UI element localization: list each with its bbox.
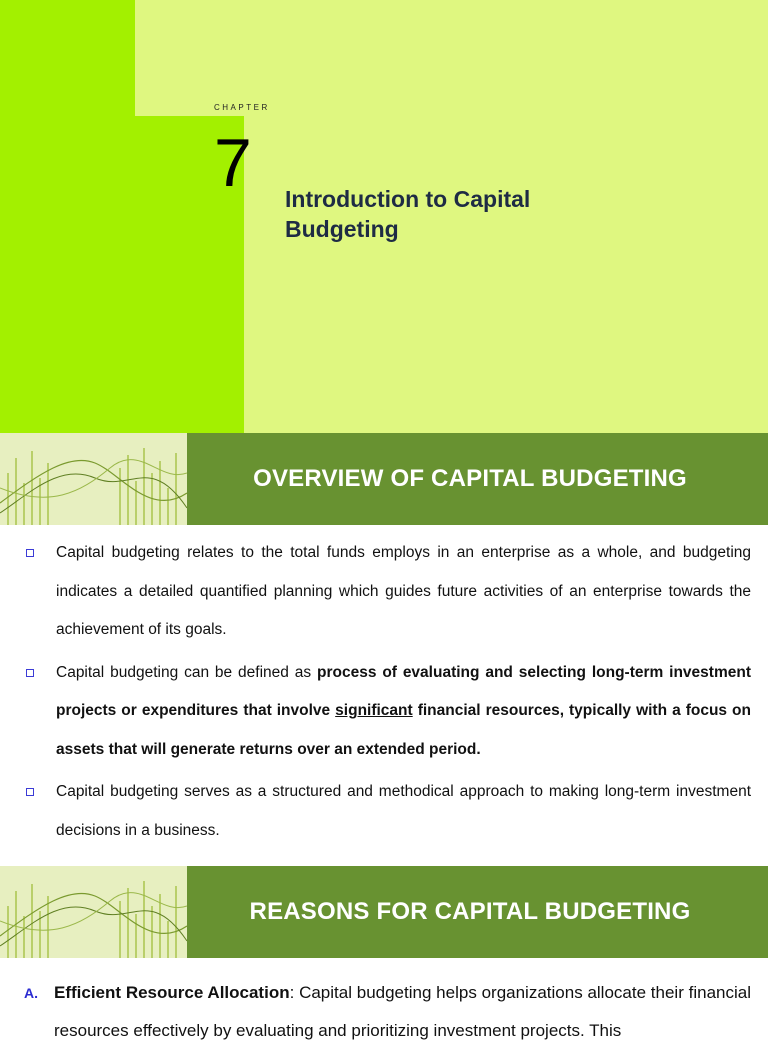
- list-item: [0, 534, 768, 650]
- bullet-text-bold: process of evaluating and selecting long-term investment projects or expenditures that involve: [56, 663, 751, 719]
- bullet-text-bold-tail: financial resources, typically with a focus on assets that will generate returns over an extended period.: [56, 702, 751, 758]
- chapter-title-line-2: Budgeting: [285, 216, 399, 242]
- finance-chart-thumbnail-image: [0, 433, 187, 525]
- list-item: [0, 773, 768, 850]
- chapter-number: 7: [214, 125, 252, 201]
- square-bullet-icon: [26, 788, 34, 796]
- list-item: [0, 974, 768, 1050]
- section-title: OVERVIEW OF CAPITAL BUDGETING: [253, 465, 687, 492]
- chapter-title: [285, 184, 605, 244]
- cover-accent-bar: [0, 0, 135, 433]
- bullet-text: Capital budgeting serves as a structured and methodical approach to making long-term investment decisions in a business.: [56, 783, 751, 839]
- bullet-text-underlined: significant: [335, 702, 413, 719]
- bullet-text-lead: Capital budgeting can be defined as: [56, 663, 317, 681]
- square-bullet-icon: [26, 549, 34, 557]
- reason-text: : Capital budgeting helps organizations allocate their financial resources effectively by evaluating and prioritizing investment projects. This: [54, 983, 751, 1040]
- overview-bullet-list: [0, 534, 768, 854]
- list-letter: A.: [24, 985, 38, 1001]
- reasons-list: [0, 974, 768, 1050]
- section-title: REASONS FOR CAPITAL BUDGETING: [249, 898, 691, 925]
- chapter-title-line-1: Introduction to Capital: [285, 186, 531, 212]
- reason-heading: Efficient Resource Allocation: [54, 983, 290, 1002]
- finance-chart-thumbnail-image: [0, 866, 187, 958]
- chapter-label: CHAPTER: [214, 103, 270, 112]
- section-header-overview: [0, 433, 768, 525]
- chapter-cover: [0, 0, 768, 433]
- square-bullet-icon: [26, 669, 34, 677]
- list-item: [0, 654, 768, 770]
- section-header-reasons: [0, 866, 768, 958]
- bullet-text: Capital budgeting relates to the total funds employs in an enterprise as a whole, and budgeting indicates a detailed quantified planning which guides future activities of an enterprise towards the achievement of its goals.: [56, 544, 751, 638]
